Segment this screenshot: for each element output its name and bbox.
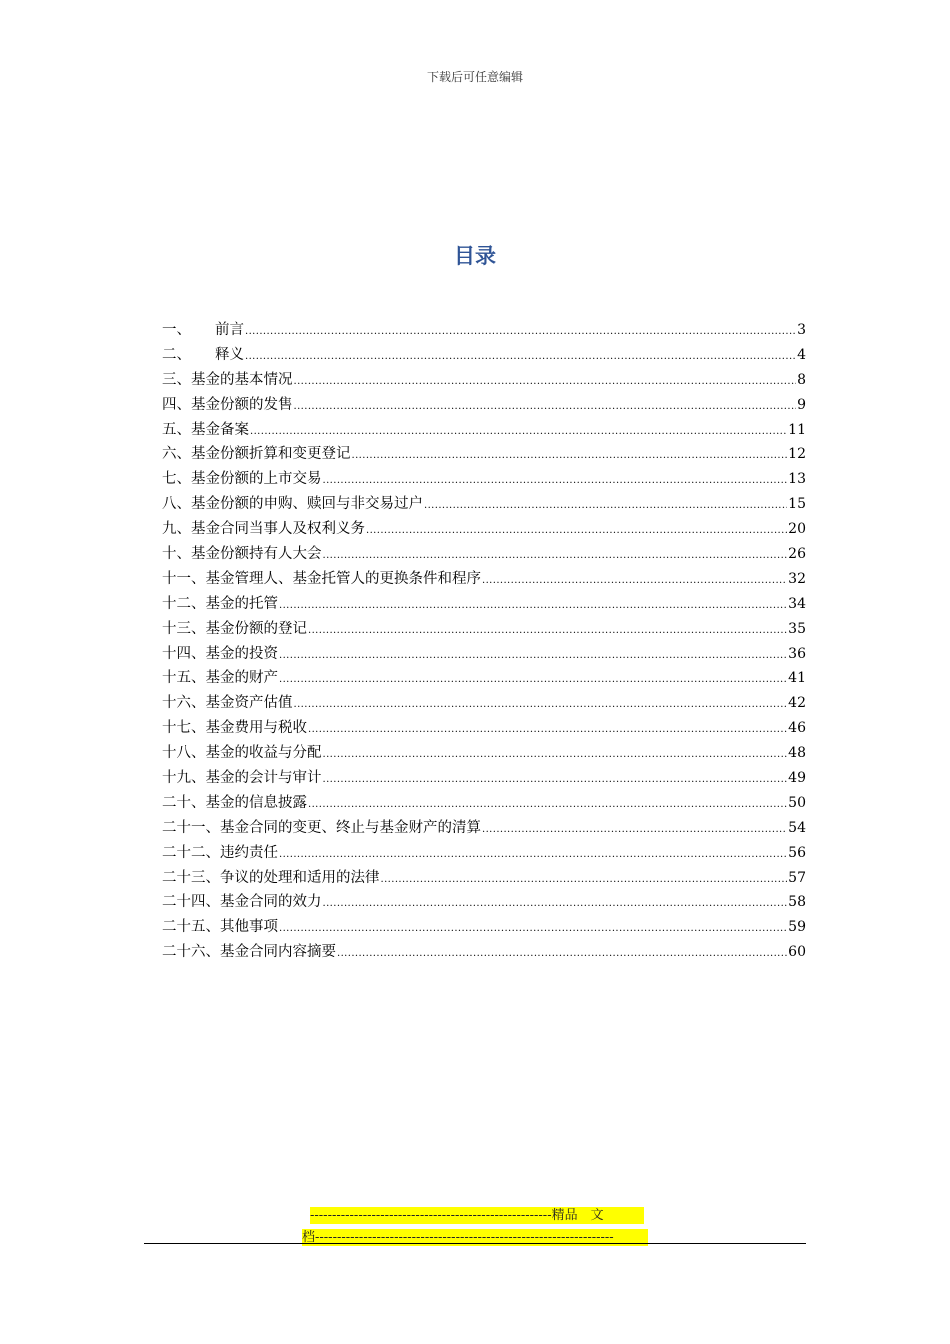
dot-leader <box>323 750 788 760</box>
toc-entry[interactable] <box>162 492 806 517</box>
dot-leader <box>294 700 788 710</box>
footer-watermark <box>302 1207 648 1251</box>
toc-entry[interactable] <box>162 368 806 393</box>
dot-leader <box>279 675 787 685</box>
toc-number: 一、 <box>162 322 191 338</box>
toc-label: 七、基金份额的上市交易 <box>162 471 322 488</box>
toc-label: 二十二、违约责任 <box>162 844 278 861</box>
toc-page-number: 8 <box>797 371 806 388</box>
table-of-contents <box>162 318 806 965</box>
toc-page-number: 58 <box>788 894 806 911</box>
dot-leader <box>482 576 787 586</box>
dot-leader <box>279 850 787 860</box>
toc-label: 二十五、其他事项 <box>162 919 278 936</box>
toc-page-number: 11 <box>788 421 806 438</box>
toc-entry[interactable] <box>162 442 806 467</box>
toc-page-number: 46 <box>788 720 806 737</box>
toc-entry[interactable] <box>162 418 806 443</box>
toc-entry[interactable] <box>162 816 806 841</box>
toc-number: 二、 <box>162 346 191 363</box>
dot-leader <box>250 427 787 437</box>
toc-entry[interactable] <box>162 567 806 592</box>
toc-entry[interactable] <box>162 592 806 617</box>
footer-line-2: 档-------------------------------------------------------------------- <box>302 1229 648 1246</box>
toc-entry[interactable] <box>162 766 806 791</box>
toc-page-number: 4 <box>797 346 806 363</box>
toc-page-number: 34 <box>788 595 806 612</box>
toc-entry[interactable] <box>162 890 806 915</box>
header-note: 下载后可任意编辑 <box>426 70 523 84</box>
toc-page-number: 59 <box>788 919 806 936</box>
toc-entry[interactable] <box>162 467 806 492</box>
toc-entry[interactable] <box>162 393 806 418</box>
dot-leader <box>294 402 797 412</box>
toc-label: 二十一、基金合同的变更、终止与基金财产的清算 <box>162 819 481 836</box>
toc-page-number: 15 <box>788 496 806 513</box>
toc-label: 二十三、争议的处理和适用的法律 <box>162 869 380 886</box>
dot-leader <box>294 377 797 387</box>
toc-label: 九、基金合同当事人及权利义务 <box>162 521 365 538</box>
dot-leader <box>352 451 788 461</box>
toc-entry[interactable] <box>162 666 806 691</box>
toc-page-number: 36 <box>788 645 806 662</box>
toc-label: 八、基金份额的申购、赎回与非交易过户 <box>162 496 423 513</box>
toc-entry[interactable] <box>162 343 806 368</box>
dot-leader <box>381 875 788 885</box>
dot-leader <box>323 899 788 909</box>
toc-page-number: 3 <box>797 322 806 338</box>
toc-label: 二十四、基金合同的效力 <box>162 894 322 911</box>
toc-label: 十七、基金费用与税收 <box>162 720 307 737</box>
toc-label: 二十、基金的信息披露 <box>162 794 307 811</box>
toc-page-number: 56 <box>788 844 806 861</box>
toc-title: 释义 <box>215 346 244 363</box>
dot-leader <box>482 825 787 835</box>
toc-label: 十二、基金的托管 <box>162 595 278 612</box>
toc-entry[interactable] <box>162 791 806 816</box>
toc-entry[interactable] <box>162 915 806 940</box>
toc-label: 十一、基金管理人、基金托管人的更换条件和程序 <box>162 570 481 587</box>
page-title: 目录 <box>454 244 496 268</box>
toc-entry[interactable] <box>162 841 806 866</box>
toc-page-number: 57 <box>788 869 806 886</box>
toc-page-number: 54 <box>788 819 806 836</box>
toc-page-number: 42 <box>788 695 806 712</box>
footer-divider <box>144 1243 806 1244</box>
dot-leader <box>323 476 788 486</box>
dot-leader <box>308 626 787 636</box>
toc-entry[interactable] <box>162 318 806 343</box>
toc-entry[interactable] <box>162 940 806 965</box>
toc-label: 十四、基金的投资 <box>162 645 278 662</box>
toc-label <box>162 318 244 343</box>
toc-label: 十三、基金份额的登记 <box>162 620 307 637</box>
toc-entry[interactable] <box>162 741 806 766</box>
toc-entry[interactable] <box>162 866 806 891</box>
toc-title: 前言 <box>215 322 244 338</box>
toc-page-number: 49 <box>788 770 806 787</box>
dot-leader <box>424 501 787 511</box>
toc-entry[interactable] <box>162 517 806 542</box>
toc-page-number: 13 <box>788 471 806 488</box>
toc-page-number: 41 <box>788 670 806 687</box>
toc-label: 十九、基金的会计与审计 <box>162 770 322 787</box>
dot-leader <box>279 651 787 661</box>
toc-label <box>162 343 244 368</box>
toc-page-number: 20 <box>788 521 806 538</box>
toc-label: 十八、基金的收益与分配 <box>162 745 322 762</box>
dot-leader <box>245 327 796 337</box>
dot-leader <box>279 601 787 611</box>
dot-leader <box>323 551 788 561</box>
toc-entry[interactable] <box>162 691 806 716</box>
toc-page-number: 32 <box>788 570 806 587</box>
toc-page-number: 50 <box>788 794 806 811</box>
toc-entry[interactable] <box>162 542 806 567</box>
toc-page-number: 35 <box>788 620 806 637</box>
toc-label: 四、基金份额的发售 <box>162 396 293 413</box>
toc-entry[interactable] <box>162 642 806 667</box>
toc-label: 六、基金份额折算和变更登记 <box>162 446 351 463</box>
dot-leader <box>308 800 787 810</box>
toc-label: 二十六、基金合同内容摘要 <box>162 944 336 961</box>
toc-page-number: 12 <box>788 446 806 463</box>
toc-label: 十、基金份额持有人大会 <box>162 546 322 563</box>
dot-leader <box>366 526 787 536</box>
toc-entry[interactable] <box>162 617 806 642</box>
toc-label: 十六、基金资产估值 <box>162 695 293 712</box>
toc-page-number: 48 <box>788 745 806 762</box>
dot-leader <box>279 924 787 934</box>
toc-page-number: 9 <box>797 396 806 413</box>
toc-label: 五、基金备案 <box>162 421 249 438</box>
toc-label: 十五、基金的财产 <box>162 670 278 687</box>
toc-page-number: 60 <box>788 944 806 961</box>
toc-entry[interactable] <box>162 716 806 741</box>
dot-leader <box>308 725 787 735</box>
footer-line-1: -------------------------------------------------------精品 文 <box>310 1207 644 1224</box>
dot-leader <box>323 775 788 785</box>
dot-leader <box>337 949 787 959</box>
toc-label: 三、基金的基本情况 <box>162 371 293 388</box>
toc-page-number: 26 <box>788 546 806 563</box>
dot-leader <box>245 352 796 362</box>
